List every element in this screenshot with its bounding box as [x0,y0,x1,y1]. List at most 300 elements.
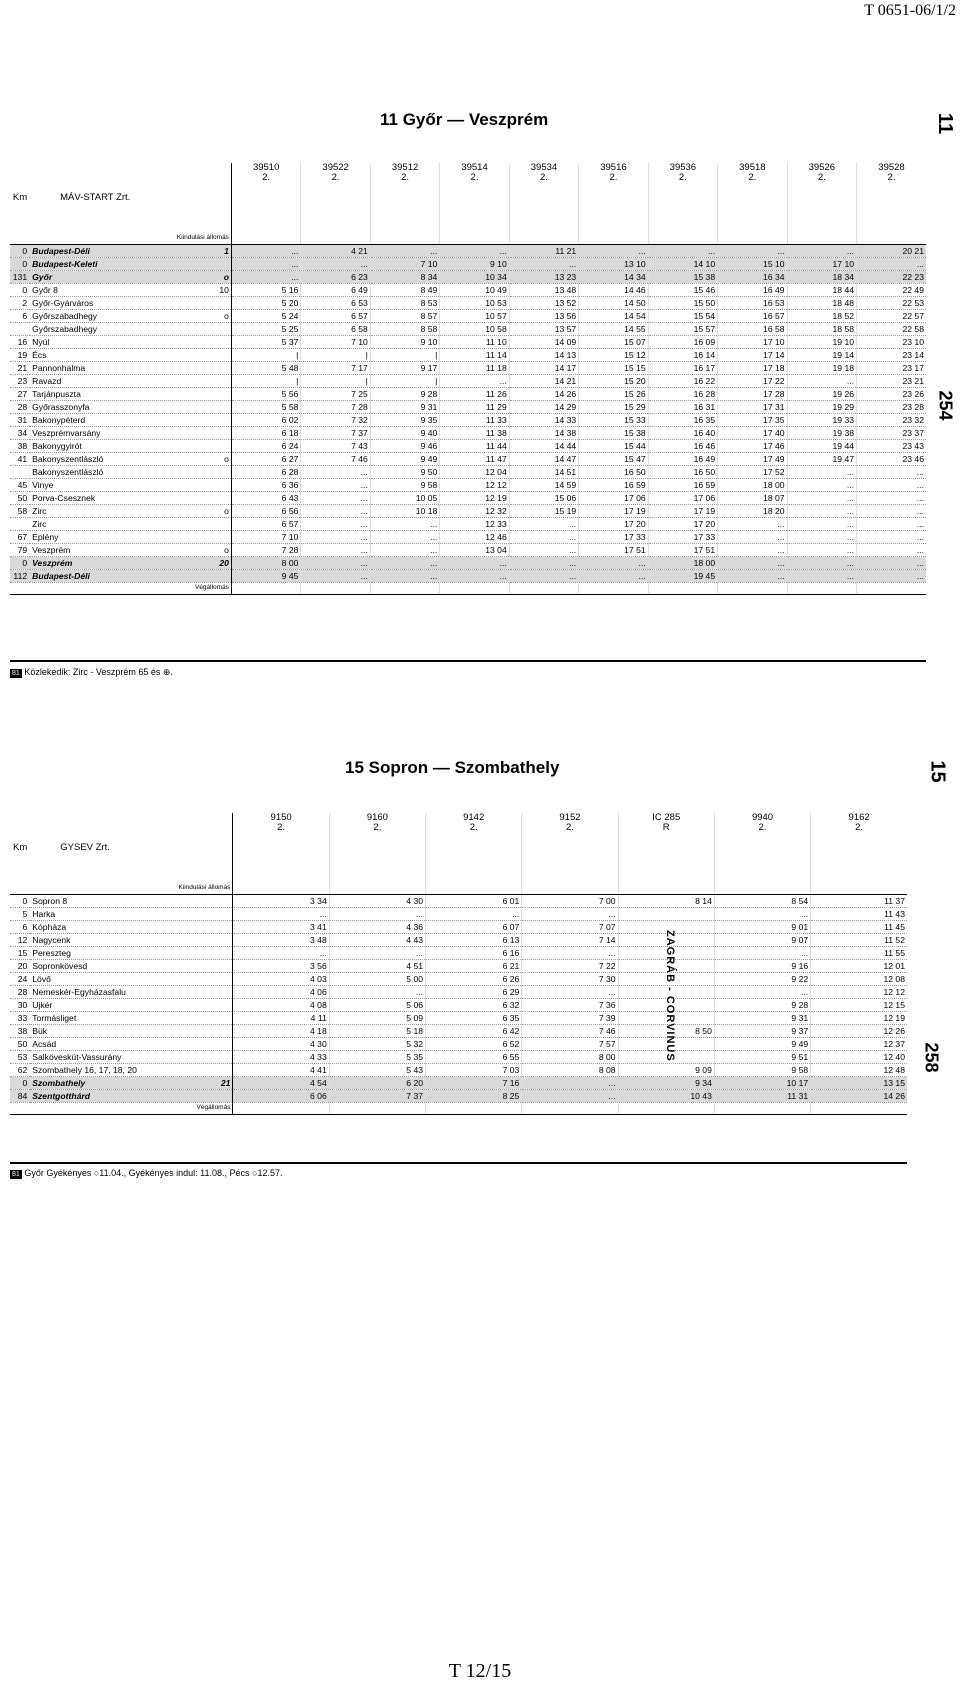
km-header: Km [13,842,28,854]
row-station [30,349,231,362]
time-cell: 16 46 [648,440,717,453]
time-cell: 5 18 [329,1025,425,1038]
time-cell: 16 22 [648,375,717,388]
time-cell: ... [329,947,425,960]
row-station [30,323,231,336]
time-cell: 6 07 [426,921,522,934]
time-cell: 5 06 [329,999,425,1012]
time-cell: 8 54 [714,895,810,908]
time-cell: 9 28 [714,999,810,1012]
time-cell: 18 00 [648,557,717,570]
station-name: Győrasszonyfa [32,401,90,412]
time-cell: 5 56 [231,388,300,401]
table-row [10,453,926,466]
time-cell: 11 21 [509,245,578,258]
station-name: Vinye [32,479,54,490]
time-cell: ... [648,245,717,258]
time-cell: 12 12 [440,479,509,492]
time-cell: 22 49 [857,284,926,297]
time-cell: 18 07 [718,492,787,505]
time-cell: 9 50 [370,466,439,479]
time-cell: 6 26 [426,973,522,986]
time-cell: 17 19 [648,505,717,518]
time-cell: 6 49 [301,284,370,297]
train-class: 2. [262,171,271,183]
time-cell: 6 28 [231,466,300,479]
time-cell: 15 10 [718,258,787,271]
label-cell [426,1103,522,1115]
row-km: 28 [10,401,30,414]
train-header [440,163,509,233]
time-cell: 8 08 [522,1064,618,1077]
time-cell: 11 33 [440,414,509,427]
station-name: Győr-Gyárváros [32,297,94,308]
time-cell: 6 02 [231,414,300,427]
row-km: 131 [10,271,30,284]
train-number: 9162 [848,813,870,823]
time-cell: 5 25 [231,323,300,336]
time-cell: ... [301,466,370,479]
time-cell: 6 24 [231,440,300,453]
time-cell: 4 36 [329,921,425,934]
time-cell: 13 23 [509,271,578,284]
time-cell: 7 46 [301,453,370,466]
station-name: Bakonyszentlászló [32,466,104,477]
station-table-ref: o [224,505,229,516]
time-cell: 6 42 [426,1025,522,1038]
zagreb-corvinus-band: ZAGRÁB - CORVINUS [664,930,676,1062]
time-cell: 17 22 [718,375,787,388]
time-cell: 7 14 [522,934,618,947]
time-cell: 9 35 [370,414,439,427]
time-cell: 19 44 [787,440,856,453]
time-cell: 8 53 [370,297,439,310]
train-class: 2. [277,821,286,833]
time-cell: 6 56 [231,505,300,518]
time-cell: ... [787,245,856,258]
time-cell: 9 49 [370,453,439,466]
note-text: Győr Gyékényes ○11.04., Gyékényes indul: 11.08., Pécs ○12.57. [24,1168,283,1178]
row-km: 27 [10,388,30,401]
station-name: Kópháza [32,921,67,932]
time-cell: ... [509,258,578,271]
time-cell: 16 53 [718,297,787,310]
time-cell: 10 17 [714,1077,810,1090]
time-cell: ... [509,531,578,544]
row-km: 30 [10,999,30,1012]
time-cell: 14 44 [509,440,578,453]
time-cell: 4 21 [301,245,370,258]
time-cell: 13 15 [811,1077,907,1090]
time-cell: 7 37 [329,1090,425,1103]
time-cell: 8 49 [370,284,439,297]
station-name: Győrszabadhegy [32,323,98,334]
train-header [509,163,578,233]
label-cell [787,233,856,245]
time-cell: 23 43 [857,440,926,453]
train-number: 9150 [270,813,292,823]
time-cell: 10 18 [370,505,439,518]
time-cell: 6 01 [426,895,522,908]
time-cell: 15 54 [648,310,717,323]
time-cell: 7 46 [522,1025,618,1038]
station-table-ref: o [224,544,229,555]
time-cell: 11 45 [811,921,907,934]
time-cell: 16 09 [648,336,717,349]
time-cell: 11 37 [811,895,907,908]
row-km: 23 [10,375,30,388]
row-km: 84 [10,1090,30,1103]
label-cell [811,1103,907,1115]
station-name: Győrszabadhegy [32,310,98,321]
time-cell: 9 46 [370,440,439,453]
label-cell [579,583,648,595]
station-name: Budapest-Déli [32,245,90,256]
row-station [30,544,231,557]
time-cell: 23 46 [857,453,926,466]
time-cell: 17 14 [718,349,787,362]
time-cell: 6 55 [426,1051,522,1064]
time-cell: 12 19 [811,1012,907,1025]
note-text: Közlekedik: Zirc - Veszprém 65 és ⊕. [24,667,173,677]
time-cell: 6 52 [426,1038,522,1051]
time-cell: ... [718,544,787,557]
table-row [10,1038,907,1051]
time-cell: 5 00 [329,973,425,986]
time-cell: 7 37 [301,427,370,440]
train-class: 2. [609,171,618,183]
time-cell: 14 50 [579,297,648,310]
time-cell: 16 57 [718,310,787,323]
time-cell: 6 27 [231,453,300,466]
time-cell: 17 10 [787,258,856,271]
row-km [10,466,30,479]
row-station [30,908,233,921]
row-km: 16 [10,336,30,349]
time-cell: 14 26 [811,1090,907,1103]
time-cell: 8 14 [618,895,714,908]
time-cell: 17 51 [648,544,717,557]
train-class: 2. [373,821,382,833]
document-id: T 0651-06/1/2 [864,2,956,19]
time-cell: 16 50 [648,466,717,479]
timetable-15-side-page: 258 [921,1042,942,1073]
time-cell: 7 22 [522,960,618,973]
row-station [30,1064,233,1077]
table-row [10,557,926,570]
note-badge: 81 [12,1171,20,1178]
time-cell: 11 31 [714,1090,810,1103]
station-table-ref: o [223,271,229,282]
station-name: Bakonygyirót [32,440,82,451]
table-row [10,297,926,310]
time-cell: ... [522,1077,618,1090]
station-name: Acsád [32,1038,57,1049]
station-name: Szombathely [32,1077,86,1088]
time-cell: 14 46 [579,284,648,297]
row-station [30,401,231,414]
time-cell: 15 44 [579,440,648,453]
table-row [10,427,926,440]
station-name: Bük [32,1025,48,1036]
station-name: Budapest-Déli [32,570,90,581]
train-header [787,163,856,233]
time-cell: 11 14 [440,349,509,362]
row-station [30,427,231,440]
row-station [30,362,231,375]
time-cell: 8 58 [370,323,439,336]
row-km [10,323,30,336]
time-cell: 7 43 [301,440,370,453]
time-cell: 15 15 [579,362,648,375]
label-cell [233,883,329,895]
time-cell: | [231,375,300,388]
row-station [30,1090,233,1103]
time-cell: 10 58 [440,323,509,336]
table-row [10,349,926,362]
time-cell: ... [787,557,856,570]
time-cell: 16 59 [579,479,648,492]
time-cell: 6 18 [231,427,300,440]
terminus-label: Végállomás [30,583,231,595]
row-km: 5 [10,908,30,921]
train-number: 39534 [530,163,558,173]
train-header [231,163,300,233]
time-cell: 6 43 [231,492,300,505]
time-cell: 11 38 [440,427,509,440]
row-km: 31 [10,414,30,427]
label-cell [522,1103,618,1115]
train-header [811,813,907,883]
time-cell: 14 21 [509,375,578,388]
row-station [30,1038,233,1051]
time-cell: ... [370,518,439,531]
time-cell: 6 36 [231,479,300,492]
time-cell: 9 28 [370,388,439,401]
table-row [10,518,926,531]
time-cell: 6 06 [233,1090,329,1103]
time-cell: 19 45 [648,570,717,583]
time-cell: ... [787,518,856,531]
row-station [30,960,233,973]
time-cell: ... [857,531,926,544]
time-cell: ... [857,518,926,531]
time-cell: 4 30 [329,895,425,908]
time-cell: 16 34 [718,271,787,284]
time-cell: 14 59 [509,479,578,492]
station-name: Ravazd [32,375,62,386]
label-cell [370,233,439,245]
station-name: Budapest-Keleti [32,258,98,269]
station-name: Écs [32,349,47,360]
time-cell: 17 35 [718,414,787,427]
station-name: Bakonyszentlászló [32,453,104,464]
train-class: 2. [855,821,864,833]
time-cell: 3 34 [233,895,329,908]
time-cell: 15 29 [579,401,648,414]
time-cell: 13 56 [509,310,578,323]
label-cell [787,583,856,595]
label-cell [618,883,714,895]
row-station [30,388,231,401]
terminus-row [10,583,926,595]
table-row [10,310,926,323]
row-km: 15 [10,947,30,960]
row-station [30,557,231,570]
table-row [10,414,926,427]
time-cell: 6 58 [301,323,370,336]
time-cell: ... [787,570,856,583]
time-cell: 3 56 [233,960,329,973]
time-cell: 19 29 [787,401,856,414]
time-cell: 17 40 [718,427,787,440]
time-cell: 16 49 [648,453,717,466]
time-cell: ... [718,531,787,544]
time-cell: 15 38 [579,427,648,440]
time-cell: 4 11 [233,1012,329,1025]
time-cell: 16 59 [648,479,717,492]
row-km: 0 [10,895,30,908]
time-cell: 22 23 [857,271,926,284]
label-cell [718,233,787,245]
time-cell: 9 31 [714,1012,810,1025]
table-row [10,973,907,986]
row-station [30,271,231,284]
row-station [30,518,231,531]
label-cell [857,583,926,595]
label-cell [857,233,926,245]
station-name: Salköveskút-Vassurány [32,1051,122,1062]
row-km: 6 [10,310,30,323]
time-cell: 22 57 [857,310,926,323]
station-name: Zirc [32,518,47,529]
header-row [10,163,926,233]
time-cell: 11 29 [440,401,509,414]
time-cell: 14 10 [648,258,717,271]
time-cell: 7 28 [301,401,370,414]
time-cell: 18 20 [718,505,787,518]
table-row [10,908,907,921]
time-cell: ... [857,479,926,492]
time-cell: 9 10 [370,336,439,349]
time-cell: 13 04 [440,544,509,557]
time-cell: 16 17 [648,362,717,375]
time-cell: 7 10 [301,336,370,349]
time-cell: ... [857,492,926,505]
km-header: Km [12,192,28,204]
train-number: 39510 [252,163,280,173]
table-row [10,1077,907,1090]
time-cell: 11 10 [440,336,509,349]
row-station [30,440,231,453]
note-badge: 81 [12,670,20,677]
time-cell: 16 58 [718,323,787,336]
row-km: 53 [10,1051,30,1064]
row-station [30,453,231,466]
table-row [10,505,926,518]
time-cell: ... [301,505,370,518]
time-cell: | [370,349,439,362]
time-cell: ... [370,531,439,544]
row-km: 12 [10,934,30,947]
station-name: Lövő [32,973,51,984]
time-cell: 5 20 [231,297,300,310]
station-name: Porva-Csesznek [32,492,96,503]
time-cell: 14 09 [509,336,578,349]
table-row [10,375,926,388]
time-cell: ... [301,518,370,531]
train-header [329,813,425,883]
table-row [10,921,907,934]
time-cell: ... [787,505,856,518]
row-km: 20 [10,960,30,973]
train-header [718,163,787,233]
time-cell: ... [522,947,618,960]
station-name: Ujkér [32,999,53,1010]
label-cell [648,583,717,595]
station-name: Eplény [32,531,59,542]
train-number: 39512 [391,163,419,173]
timetable-11-side-page: 254 [935,390,956,421]
time-cell: 16 40 [648,427,717,440]
time-cell: 15 06 [509,492,578,505]
time-cell: ... [857,258,926,271]
row-station [30,999,233,1012]
time-cell: 6 57 [231,518,300,531]
station-table-ref: 10 [219,284,229,295]
station-name: Tormásliget [32,1012,77,1023]
row-station [30,297,231,310]
time-cell: 14 17 [509,362,578,375]
station-name: Nyúl [32,336,50,347]
station-name: Sopronkövesd [32,960,88,971]
row-km: 50 [10,1038,30,1051]
time-cell: 14 33 [509,414,578,427]
time-cell: 4 54 [233,1077,329,1090]
train-number: 39526 [808,163,835,173]
table-row [10,271,926,284]
time-cell: ... [718,518,787,531]
train-class: 2. [817,171,826,183]
label-row [10,233,926,245]
time-cell: 6 53 [301,297,370,310]
label-cell [440,233,509,245]
label-cell [648,233,717,245]
train-number: 39536 [669,163,697,173]
row-station [30,895,233,908]
time-cell: 23 32 [857,414,926,427]
train-header [301,163,370,233]
row-station [30,258,231,271]
time-cell: 7 57 [522,1038,618,1051]
train-class: 2. [331,171,340,183]
time-cell: ... [718,557,787,570]
table-row [10,960,907,973]
label-cell [329,1103,425,1115]
label-cell [509,583,578,595]
row-station [30,245,231,258]
time-cell: ... [857,505,926,518]
timetable-15-side-number: 15 [926,760,949,783]
table-row [10,934,907,947]
train-number: 39516 [600,163,627,173]
table-row [10,1064,907,1077]
time-cell: 17 46 [718,440,787,453]
table-row [10,336,926,349]
row-km: 34 [10,427,30,440]
label-cell [231,233,300,245]
train-class: 2. [401,171,410,183]
